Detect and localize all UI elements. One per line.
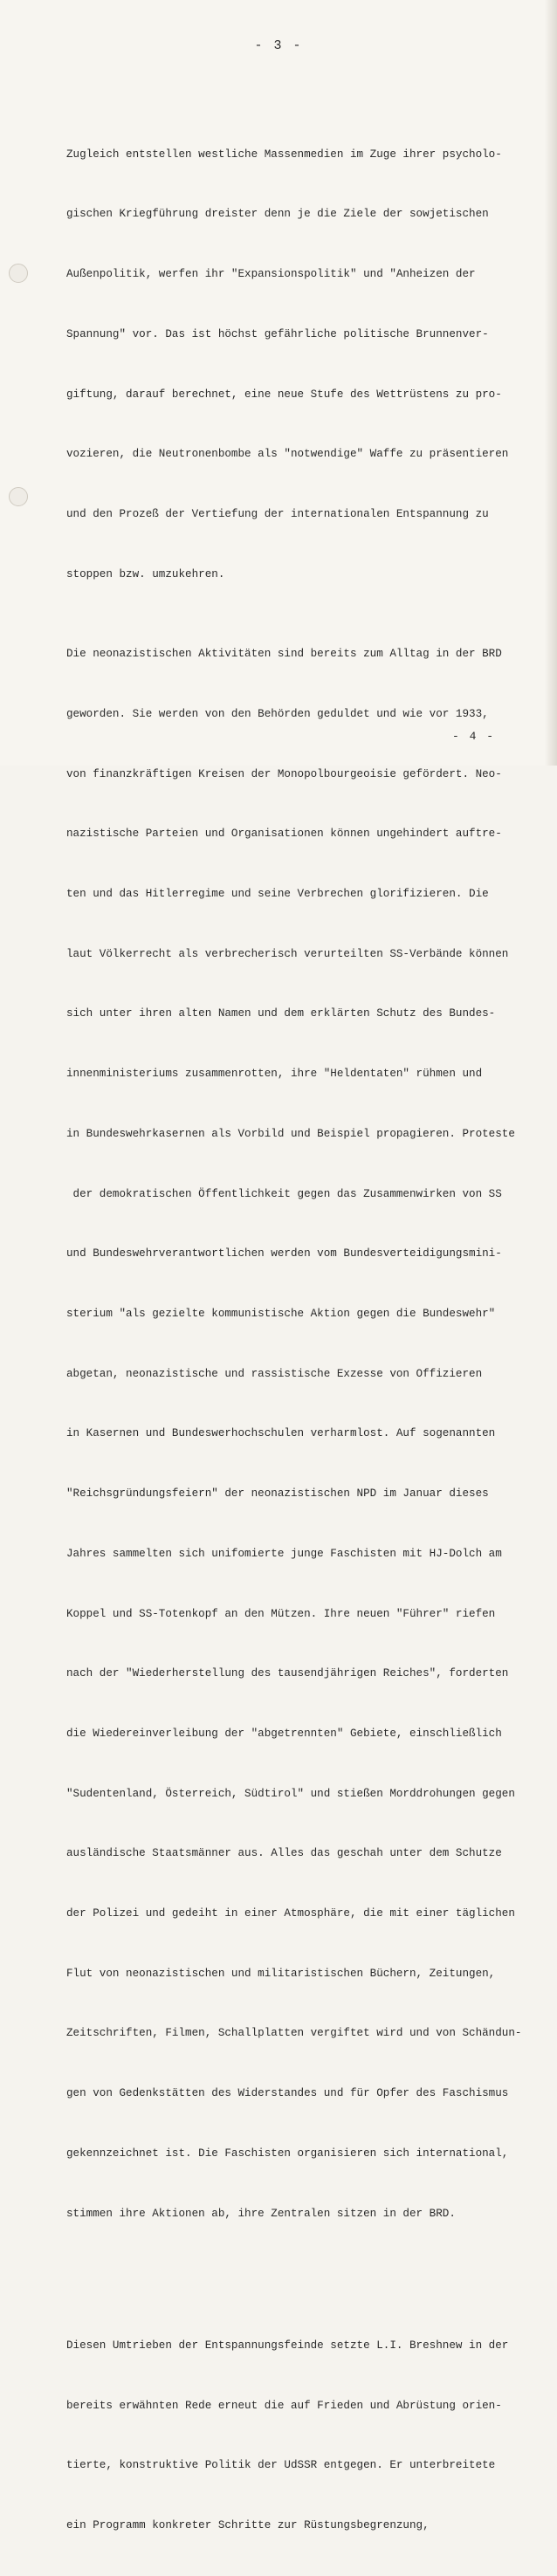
text-line: und Bundeswehrverantwortlichen werden vom Bundesverteidigungsmini- — [66, 1247, 502, 1261]
text-line: gekennzeichnet ist. Die Faschisten organisieren sich international, — [66, 2147, 509, 2160]
text-line: laut Völkerrecht als verbrecherisch verurteilten SS-Verbände können — [66, 947, 509, 960]
text-line: Flut von neonazistischen und militaristischen Büchern, Zeitungen, — [66, 1967, 496, 1980]
text-line: gischen Kriegführung dreister denn je die Ziele der sowjetischen — [66, 208, 489, 221]
text-line: Zeitschriften, Filmen, Schallplatten vergiftet wird und von Schändun- — [66, 2027, 522, 2040]
text-line: nazistische Parteien und Organisationen können ungehindert auftre- — [66, 828, 502, 841]
text-line: stimmen ihre Aktionen ab, ihre Zentralen sitzen in der BRD. — [66, 2207, 456, 2220]
text-line: der demokratischen Öffentlichkeit gegen das Zusammenwirken von SS — [66, 1187, 502, 1200]
text-line: Spannung" vor. Das ist höchst gefährliche politische Brunnenver- — [66, 327, 489, 340]
text-line: giftung, darauf berechnet, eine neue Stufe des Wettrüstens zu pro- — [66, 388, 502, 401]
text-line: tierte, konstruktive Politik der UdSSR entgegen. Er unterbreitete — [66, 2459, 496, 2472]
text-line: Zugleich entstellen westliche Massenmedien im Zuge ihrer psycholo- — [66, 148, 502, 161]
text-line: ten und das Hitlerregime und seine Verbrechen glorifizieren. Die — [66, 888, 489, 901]
text-line: der Polizei und gedeiht in einer Atmosphäre, die mit einer täglichen — [66, 1907, 515, 1920]
text-line: Diesen Umtrieben der Entspannungsfeinde setzte L.I. Breshnew in der — [66, 2339, 509, 2352]
text-line: ausländische Staatsmänner aus. Alles das geschah unter dem Schutze — [66, 1847, 502, 1860]
text-line: in Kasernen und Bundeswerhochschulen verharmlost. Auf sogenannten — [66, 1427, 496, 1440]
text-line: Koppel und SS-Totenkopf an den Mützen. Ihre neuen "Führer" riefen — [66, 1607, 496, 1620]
text-line: gen von Gedenkstätten des Widerstandes und für Opfer des Faschismus — [66, 2087, 509, 2100]
text-line: nach der "Wiederherstellung des tausendjährigen Reiches", forderten — [66, 1667, 509, 1680]
text-line: innenministeriums zusammenrotten, ihre "Heldentaten" rühmen und — [66, 1068, 483, 1081]
text-line: Die neonazistischen Aktivitäten sind bereits zum Alltag in der BRD — [66, 648, 502, 661]
text-line: Jahres sammelten sich unifomierte junge Faschisten mit HJ-Dolch am — [66, 1547, 502, 1560]
text-line: von finanzkräftigen Kreisen der Monopolbourgeoisie gefördert. Neo- — [66, 767, 502, 780]
text-line: "Sudentenland, Österreich, Südtirol" und stießen Morddrohungen gegen — [66, 1787, 515, 1800]
paragraph-gap — [66, 2263, 538, 2276]
punch-hole-icon — [9, 264, 28, 283]
page-number: - 3 - — [254, 38, 303, 53]
text-line: geworden. Sie werden von den Behörden geduldet und wie vor 1933, — [66, 707, 489, 720]
punch-hole-icon — [9, 487, 28, 506]
text-line: sterium "als gezielte kommunistische Aktion gegen die Bundeswehr" — [66, 1307, 496, 1320]
text-line: "Reichsgründungsfeiern" der neonazistischen NPD im Januar dieses — [66, 1487, 489, 1501]
text-line: und den Prozeß der Vertiefung der internationalen Entspannung zu — [66, 507, 489, 520]
text-line: ein Programm konkreter Schritte zur Rüstungsbegrenzung, — [66, 2519, 430, 2532]
text-line: Außenpolitik, werfen ihr "Expansionspolitik" und "Anheizen der — [66, 268, 476, 281]
text-line: abgetan, neonazistische und rassistische Exzesse von Offizieren — [66, 1367, 483, 1380]
text-line: vozieren, die Neutronenbombe als "notwendige" Waffe zu präsentieren — [66, 448, 509, 461]
text-line: die Wiedereinverleibung der "abgetrennten" Gebiete, einschließlich — [66, 1727, 502, 1740]
text-line: sich unter ihren alten Namen und dem erklärten Schutz des Bundes- — [66, 1007, 496, 1020]
text-line: in Bundeswehrkasernen als Vorbild und Beispiel propagieren. Proteste — [66, 1127, 515, 1140]
text-line: bereits erwähnten Rede erneut die auf Frieden und Abrüstung orien- — [66, 2399, 502, 2412]
paper-edge-shadow — [545, 0, 557, 766]
next-page-marker: - 4 - — [452, 730, 496, 743]
text-line: stoppen bzw. umzukehren. — [66, 567, 225, 580]
document-body — [66, 85, 538, 2576]
